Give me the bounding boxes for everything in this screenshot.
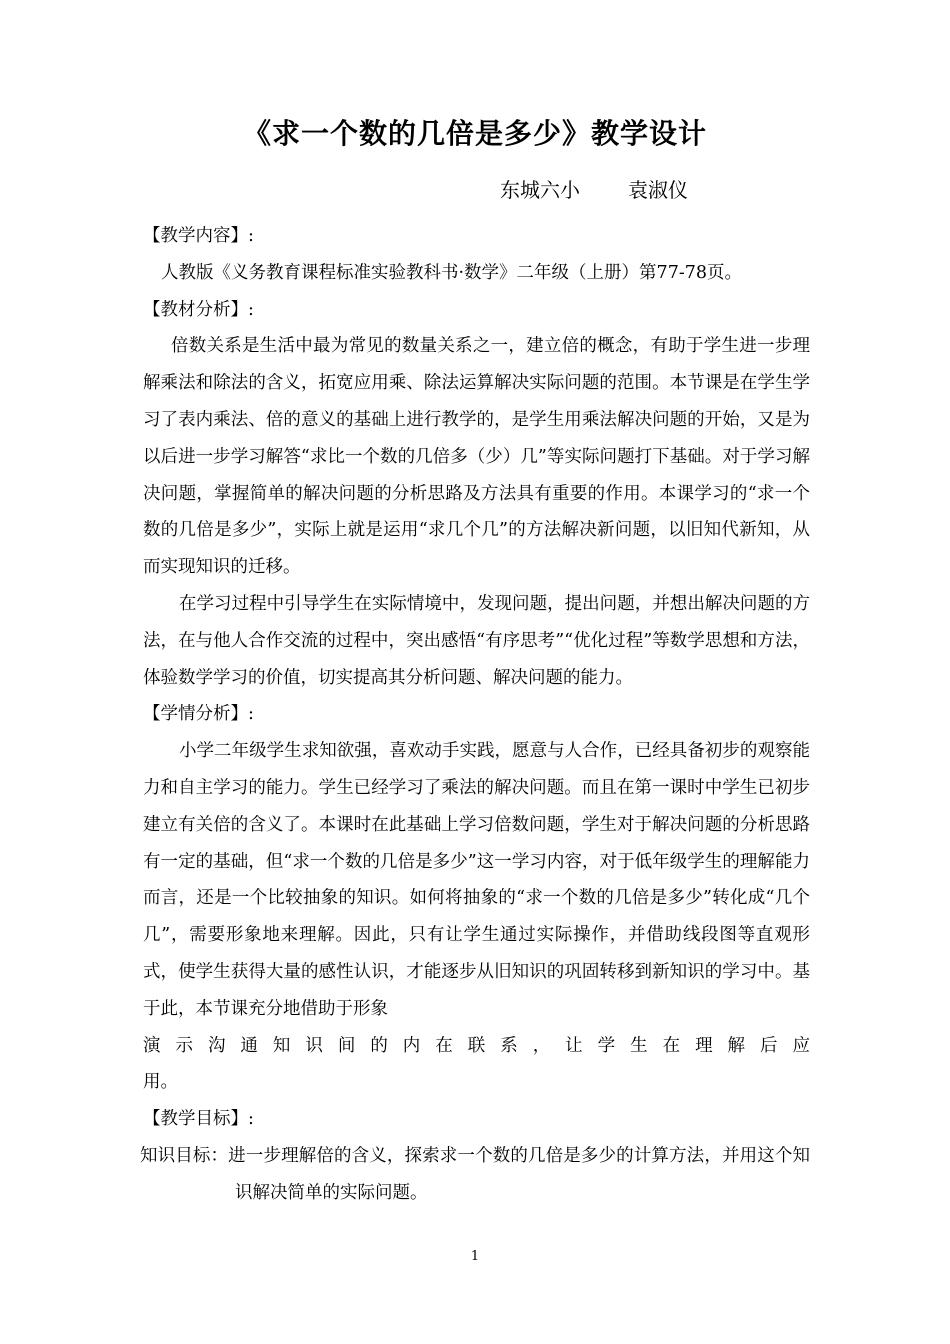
document-title: 《求一个数的几倍是多少》教学设计	[242, 117, 707, 150]
student-paragraph: 小学二年级学生求知欲强，喜欢动手实践，愿意与人合作，已经具备初步的观察能力和自主学习的能力。学生已经学习了乘法的解决问题。而且在第一课时中学生已初步建立有关倍的含义了。本课时在此基础上学习倍数问题，学生对于解决问题的分析思路有一定的基础，但“求一个数的几倍是多少”这一学习内容，对于低年级学生的理解能力而言，还是一个比较抽象的知识。如何将抽象的“求一个数的几倍是多少”转化成“几个几”，需要形象地来理解。因此，只有让学生通过实际操作，并借助线段图等直观形式，使学生获得大量的感性认识，才能逐步从旧知识的巩固转移到新知识的学习中。基于此，本节课充分地借助于形象	[143, 741, 810, 1019]
content-text: 人教版《义务教育课程标准实验教科书·数学》二年级（上册）第77-78页。	[161, 262, 743, 283]
author-line	[500, 174, 688, 203]
document-body	[140, 218, 810, 1212]
student-paragraph-end: 用。	[143, 1072, 178, 1093]
material-paragraph-1: 倍数关系是生活中最为常见的数量关系之一，建立倍的概念，有助于学生进一步理解乘法和除法的含义，拓宽应用乘、除法运算解决实际问题的范围。本节课是在学生学习了表内乘法、倍的意义的基础上进行教学的，是学生用乘法解决问题的开始，又是为以后进一步学习解答“求比一个数的几倍多（少）几”等实际问题打下基础。对于学习解决问题，掌握简单的解决问题的分析思路及方法具有重要的作用。本课学习的“求一个数的几倍是多少”，实际上就是运用“求几个几”的方法解决新问题，以旧知代新知，从而实现知识的迁移。	[143, 336, 810, 578]
student-paragraph-spread-line: 演示沟通知识间的内在联系，让学生在理解后应	[143, 1035, 810, 1056]
author-school: 东城六小	[500, 178, 580, 202]
section-heading-content: 【教学内容】:	[143, 226, 254, 246]
page-number: 1	[470, 1249, 480, 1264]
material-paragraph-2: 在学习过程中引导学生在实际情境中，发现问题，提出问题，并想出解决问题的方法，在与他人合作交流的过程中，突出感悟“有序思考”“优化过程”等数学思想和方法，体验数学学习的价值，切实提高其分析问题、解决问题的能力。	[143, 593, 810, 688]
author-name: 袁淑仪	[628, 178, 688, 202]
section-heading-goal: 【教学目标】:	[143, 1109, 254, 1130]
section-heading-student: 【学情分析】:	[143, 704, 254, 725]
section-heading-material: 【教材分析】:	[143, 299, 254, 320]
goal-knowledge: 知识目标：进一步理解倍的含义，探索求一个数的几倍是多少的计算方法，并用这个知识解决简单的实际问题。	[140, 1145, 810, 1203]
